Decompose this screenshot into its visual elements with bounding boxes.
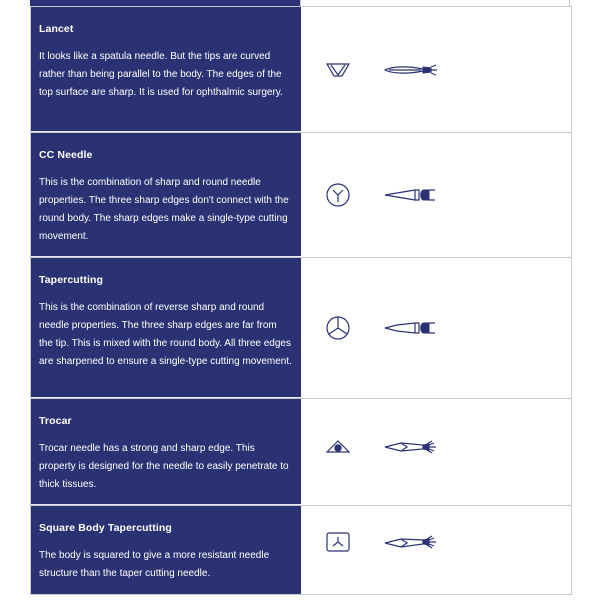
table-row [31, 505, 571, 594]
needle-description: Trocar needle has a strong and sharp edge. This property is designed for the needle to easily penetrate to thick tissues. [39, 443, 289, 490]
table-row [31, 257, 571, 398]
row-text-panel [31, 133, 301, 257]
lancet-cross-section-icon [325, 57, 351, 83]
lancet-needle-icon [383, 63, 439, 77]
needle-description: The body is squared to give a more resistant needle structure than the taper cutting needle. [39, 550, 270, 579]
square-body-needle-icon [383, 535, 439, 549]
needle-name: Trocar [39, 415, 72, 427]
needle-description: This is the combination of sharp and round needle properties. The three sharp edges don't connect with the round body. The sharp edges make a single-type cutting movement. [39, 177, 289, 242]
needle-description: It looks like a spatula needle. But the tips are curved rather than being parallel to the body. The edges of the top surface are sharp. It is used for ophthalmic surgery. [39, 51, 283, 98]
row-image-cell [301, 399, 571, 505]
needle-name: Lancet [39, 23, 74, 35]
needle-name: CC Needle [39, 149, 93, 161]
tapercutting-needle-icon [383, 321, 439, 335]
row-text-panel [31, 7, 301, 132]
row-text-panel [31, 399, 301, 505]
cc-needle-cross-section-icon [325, 182, 351, 208]
trocar-cross-section-icon [325, 434, 351, 460]
tapercutting-cross-section-icon [325, 315, 351, 341]
row-image-cell [301, 258, 571, 398]
row-text-panel [31, 258, 301, 398]
square-body-cross-section-icon [325, 529, 351, 555]
needle-types-table [30, 6, 572, 595]
table-row [31, 398, 571, 505]
needle-name: Tapercutting [39, 274, 104, 286]
cc-needle-icon [383, 188, 439, 202]
row-image-cell [301, 133, 571, 257]
table-row [31, 6, 571, 132]
row-text-panel [31, 506, 301, 594]
needle-description: This is the combination of reverse sharp and round needle properties. The three sharp edges are far from the tip. This is mixed with the round body. All three edges are sharpened to ensure a single-type cutting movement. [39, 302, 292, 367]
needle-name: Square Body Tapercutting [39, 522, 172, 534]
row-image-cell [301, 506, 571, 594]
row-image-cell [301, 7, 571, 132]
table-row [31, 132, 571, 257]
trocar-needle-icon [383, 440, 439, 454]
